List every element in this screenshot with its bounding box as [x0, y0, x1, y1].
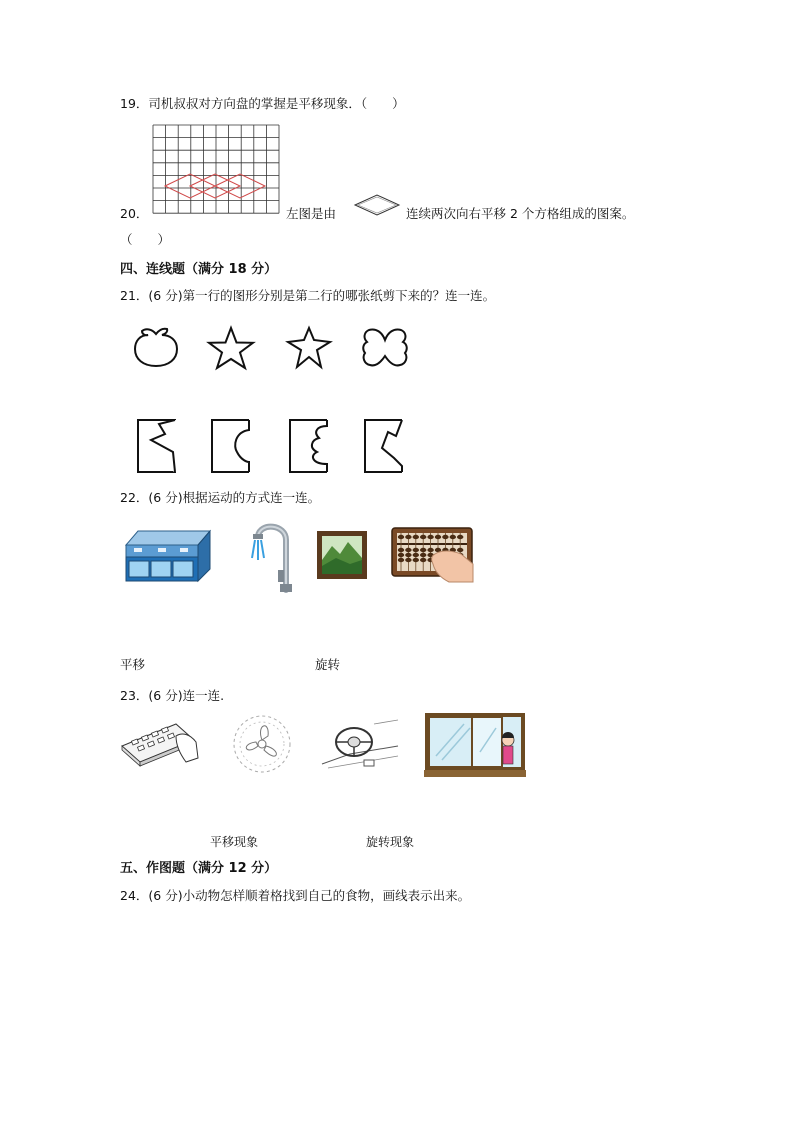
rhombus-figure	[353, 193, 401, 217]
window-landscape-image	[316, 530, 368, 580]
q20-number: 20．	[120, 206, 149, 221]
q19-text: 19．司机叔叔对方向盘的掌握是平移现象．（ ）	[120, 96, 405, 111]
q21-text: 21．(6 分)第一行的图形分别是第二行的哪张纸剪下来的？连一连。	[120, 288, 496, 303]
q20-grid-figure	[152, 124, 284, 216]
q22-label-rotate: 旋转	[315, 657, 341, 672]
q23-text: 23．(6 分)连一连.	[120, 688, 225, 703]
water-faucet-image	[246, 518, 298, 594]
q22-text: 22．(6 分)根据运动的方式连一连。	[120, 490, 321, 505]
butterfly-shape	[360, 326, 410, 370]
section-5-title: 五、作图题（满分 12 分）	[120, 861, 278, 876]
star-shape	[207, 326, 255, 370]
fan-image	[226, 712, 298, 776]
q24-text: 24．(6 分)小动物怎样顺着格找到自己的食物，画线表示出来。	[120, 888, 471, 903]
calculator-keyboard-image	[120, 718, 200, 768]
section-4-title: 四、连线题（满分 18 分）	[120, 262, 278, 277]
four-point-star-shape	[286, 326, 332, 370]
cut-paper-2	[209, 418, 253, 474]
q23-label-translate: 平移现象	[210, 835, 259, 849]
q22-label-translate: 平移	[120, 657, 146, 672]
drawer-cabinet-image	[124, 527, 212, 583]
q20-text-a: 左图是由	[286, 206, 337, 221]
cut-paper-3	[287, 418, 331, 474]
sliding-window-image	[424, 712, 526, 778]
abacus-image	[391, 524, 475, 584]
cut-paper-1	[135, 418, 179, 474]
q20-text-b: 连续两次向右平移 2 个方格组成的图案。	[406, 206, 635, 221]
cut-paper-4	[362, 418, 406, 474]
q20-answer-paren: （ ）	[120, 232, 171, 247]
steering-wheel-image	[320, 716, 400, 772]
apple-shape	[132, 326, 180, 368]
q23-label-rotate: 旋转现象	[366, 835, 415, 849]
